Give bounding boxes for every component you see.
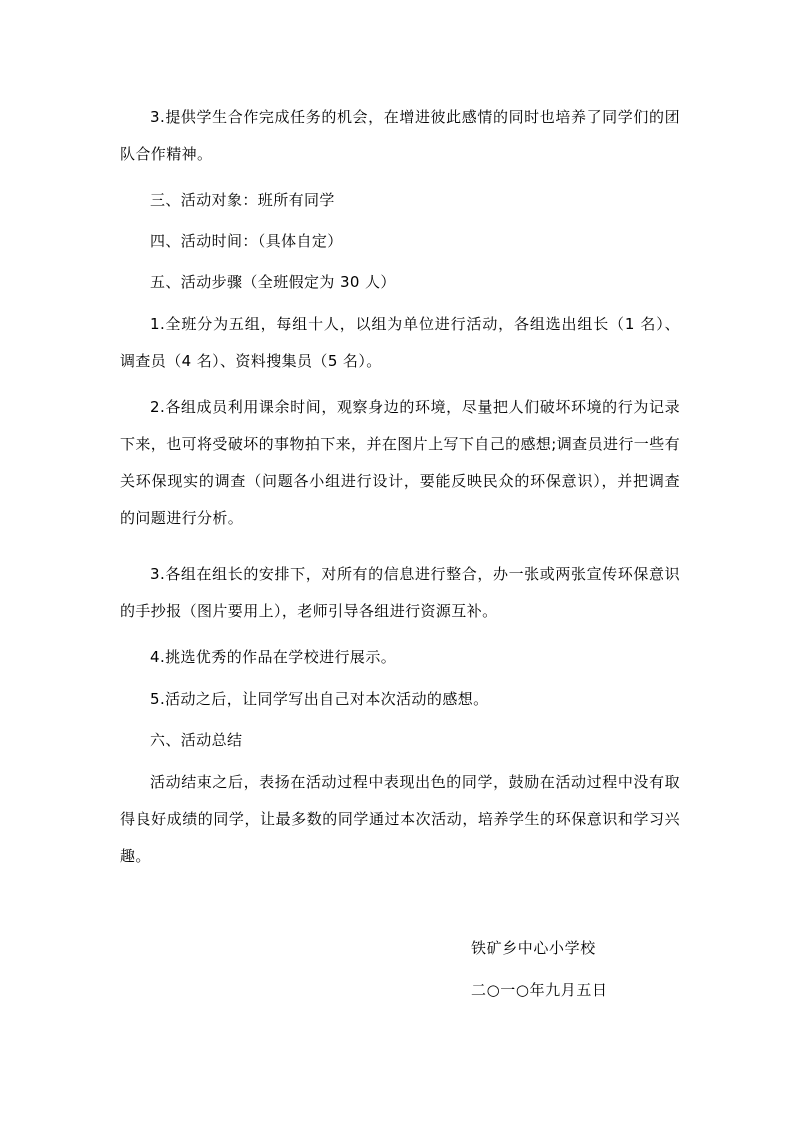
paragraph-step-1: 1.全班分为五组，每组十人，以组为单位进行活动，各组选出组长（1 名）、调查员（4 名）、资料搜集员（5 名）。 xyxy=(120,315,680,370)
heading-activity-summary: 六、活动总结 xyxy=(150,731,243,749)
paragraph-step-3: 3.各组在组长的安排下，对所有的信息进行整合，办一张或两张宣传环保意识的手抄报（图片要用上），老师引导各组进行资源互补。 xyxy=(120,565,680,620)
paragraph-goal-3: 3.提供学生合作完成任务的机会，在增进彼此感情的同时也培养了同学们的团队合作精神。 xyxy=(120,108,680,163)
heading-activity-steps: 五、活动步骤（全班假定为 30 人） xyxy=(150,273,396,291)
heading-activity-time: 四、活动时间：（具体自定） xyxy=(150,232,343,250)
paragraph-step-2: 2.各组成员利用课余时间，观察身边的环境，尽量把人们破坏环境的行为记录下来，也可将受破坏的事物拍下来，并在图片上写下自己的感想;调查员进行一些有关环保现实的调查（问题各小组进行设计，要能反映民众的环保意识），并把调查的问题进行分析。 xyxy=(120,398,680,527)
heading-activity-target: 三、活动对象：班所有同学 xyxy=(150,191,335,209)
paragraph-summary: 活动结束之后，表扬在活动过程中表现出色的同学，鼓励在活动过程中没有取得良好成绩的同学，让最多数的同学通过本次活动，培养学生的环保意识和学习兴趣。 xyxy=(120,773,680,865)
paragraph-step-4: 4.挑选优秀的作品在学校进行展示。 xyxy=(150,648,397,666)
signature-date: 二○一○年九月五日 xyxy=(471,981,608,999)
signature-school: 铁矿乡中心小学校 xyxy=(471,939,596,957)
paragraph-step-5: 5.活动之后，让同学写出自己对本次活动的感想。 xyxy=(150,690,489,708)
